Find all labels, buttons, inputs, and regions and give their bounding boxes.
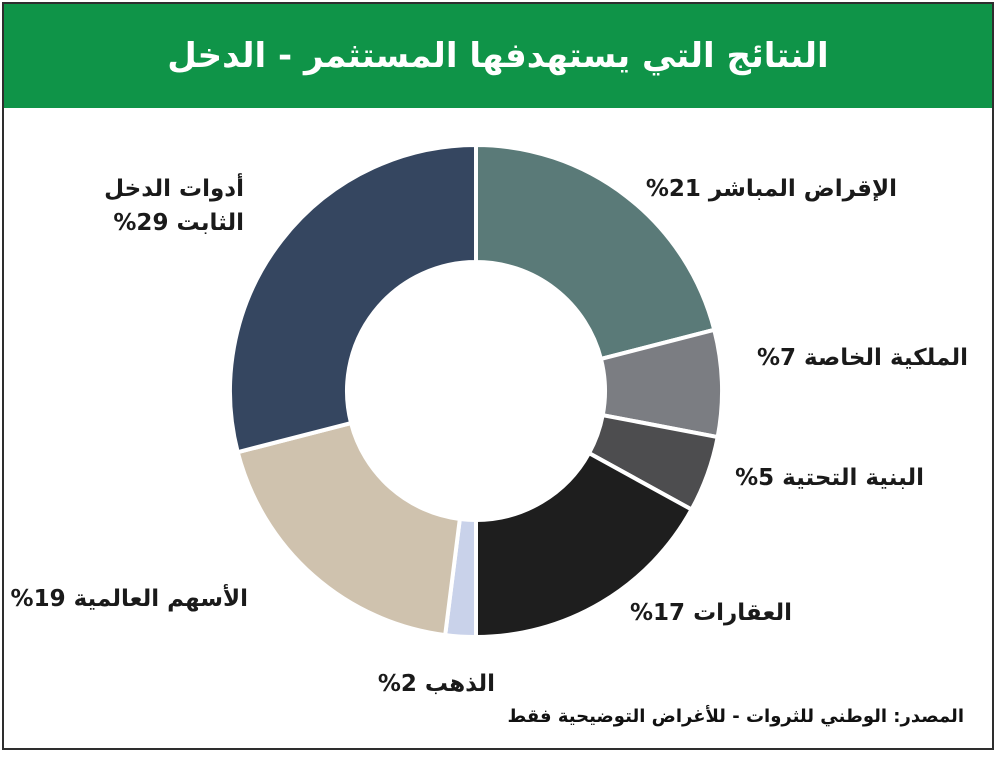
label-infrastructure: البنية التحتية %5 — [735, 465, 924, 491]
chart-title: النتائج التي يستهدفها المستثمر - الدخل — [167, 36, 829, 76]
label-fixed-income: أدوات الدخل الثابت %29 — [104, 176, 244, 236]
donut-slice-5 — [238, 423, 460, 635]
label-gold: الذهب %2 — [377, 671, 495, 697]
source-note: المصدر: الوطني للثروات - للأغراض التوضيحية فقط — [507, 706, 964, 727]
label-private-equity: الملكية الخاصة %7 — [756, 345, 968, 371]
label-global-equities: الأسهم العالمية %19 — [10, 586, 248, 612]
label-real-estate: العقارات %17 — [629, 600, 792, 626]
label-direct-lending: الإقراض المباشر %21 — [645, 176, 897, 202]
donut-slice-6 — [230, 145, 476, 452]
